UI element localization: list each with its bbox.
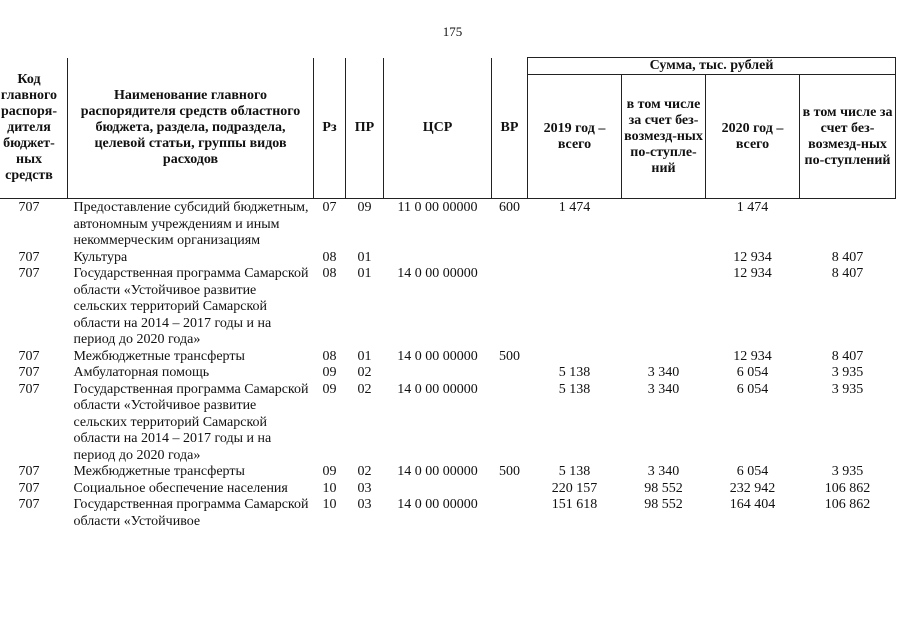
cell-2020-free: 8 407 bbox=[831, 249, 864, 265]
cell-rz: 08 bbox=[322, 266, 337, 281]
table-row bbox=[0, 250, 896, 267]
cell-2019-total: 5 138 bbox=[558, 464, 591, 479]
page-number: 175 bbox=[442, 24, 463, 39]
cell-code: 707 bbox=[18, 497, 40, 512]
cell-rz: 09 bbox=[322, 464, 337, 479]
cell-csr: 14 0 00 00000 bbox=[397, 497, 478, 512]
cell-pr: 02 bbox=[357, 365, 372, 380]
cell-2019-free bbox=[622, 266, 706, 349]
cell-name: Государственная программа Самарской области «Устойчивое bbox=[73, 497, 309, 529]
cell-csr bbox=[384, 250, 492, 267]
cell-pr: 09 bbox=[357, 200, 372, 215]
cell-2019-free bbox=[622, 199, 706, 250]
cell-name: Культура bbox=[73, 249, 128, 265]
cell-2020-total: 6 054 bbox=[736, 381, 769, 397]
cell-2020-total: 6 054 bbox=[736, 464, 769, 479]
cell-2020-total: 6 054 bbox=[736, 365, 769, 380]
table-header bbox=[0, 58, 896, 199]
cell-vr bbox=[492, 266, 528, 349]
cell-2020-free: 106 862 bbox=[824, 480, 871, 496]
cell-rz: 10 bbox=[322, 480, 337, 496]
table-row bbox=[0, 266, 896, 349]
cell-2019-total bbox=[528, 349, 622, 366]
cell-2019-free: 98 552 bbox=[644, 480, 683, 496]
header-pr: ПР bbox=[346, 58, 384, 199]
cell-rz: 09 bbox=[322, 381, 337, 397]
cell-vr bbox=[492, 365, 528, 382]
cell-2019-free: 3 340 bbox=[647, 464, 680, 479]
cell-code: 707 bbox=[18, 200, 40, 215]
table-row bbox=[0, 481, 896, 498]
cell-csr bbox=[384, 365, 492, 382]
budget-table bbox=[0, 57, 896, 530]
cell-2019-total: 151 618 bbox=[551, 497, 598, 512]
cell-csr bbox=[384, 481, 492, 498]
cell-name: Государственная программа Самарской области «Устойчивое развитие сельских территорий Самарской области на 2014 – 2017 годы и на период до 2020 года» bbox=[73, 266, 309, 347]
cell-name: Межбюджетные трансферты bbox=[73, 464, 245, 479]
cell-2020-free: 3 935 bbox=[831, 381, 864, 397]
cell-code: 707 bbox=[18, 249, 40, 265]
cell-code: 707 bbox=[18, 266, 40, 281]
cell-csr: 14 0 00 00000 bbox=[397, 464, 478, 479]
header-code: Код главного распоря-дителя бюджет-ных средств bbox=[0, 58, 68, 199]
cell-2019-total bbox=[528, 250, 622, 267]
cell-2020-total: 12 934 bbox=[733, 266, 772, 281]
header-2019-total: 2019 год – всего bbox=[528, 75, 622, 199]
table-row bbox=[0, 464, 896, 481]
cell-pr: 02 bbox=[357, 464, 372, 479]
cell-pr: 02 bbox=[357, 381, 372, 397]
cell-2020-free: 8 407 bbox=[831, 266, 864, 281]
header-2020-free: в том числе за счет без-возмезд-ных по-ступлений bbox=[800, 75, 896, 199]
cell-2020-free: 3 935 bbox=[831, 365, 864, 380]
cell-pr: 01 bbox=[357, 348, 372, 364]
header-rz: Рз bbox=[314, 58, 346, 199]
cell-code: 707 bbox=[18, 365, 40, 380]
table-row bbox=[0, 349, 896, 366]
cell-rz: 08 bbox=[322, 249, 337, 265]
cell-2020-free: 8 407 bbox=[831, 348, 864, 364]
cell-2020-total: 12 934 bbox=[733, 348, 772, 364]
header-vr: ВР bbox=[492, 58, 528, 199]
table-row bbox=[0, 382, 896, 465]
cell-pr: 01 bbox=[357, 249, 372, 265]
cell-2020-free: 106 862 bbox=[824, 497, 871, 512]
cell-2019-total: 1 474 bbox=[558, 200, 591, 215]
cell-name: Государственная программа Самарской области «Устойчивое развитие сельских территорий Самарской области на 2014 – 2017 годы и на период до 2020 года» bbox=[73, 381, 309, 463]
cell-code: 707 bbox=[18, 464, 40, 479]
cell-rz: 07 bbox=[322, 200, 337, 215]
cell-pr: 03 bbox=[357, 480, 372, 496]
cell-vr bbox=[492, 382, 528, 465]
cell-code: 707 bbox=[18, 348, 40, 364]
table-row bbox=[0, 199, 896, 250]
cell-2019-total: 5 138 bbox=[558, 381, 591, 397]
cell-vr bbox=[492, 250, 528, 267]
cell-name: Амбулаторная помощь bbox=[73, 365, 210, 380]
cell-vr bbox=[492, 481, 528, 498]
header-2020-total: 2020 год – всего bbox=[706, 75, 800, 199]
cell-2020-total: 12 934 bbox=[733, 249, 772, 265]
cell-vr: 500 bbox=[499, 348, 520, 364]
header-sum: Сумма, тыс. рублей bbox=[528, 58, 896, 75]
cell-2019-total: 220 157 bbox=[551, 480, 598, 496]
cell-csr: 14 0 00 00000 bbox=[397, 348, 478, 364]
cell-2019-total: 5 138 bbox=[558, 365, 591, 380]
cell-pr: 03 bbox=[357, 497, 372, 512]
cell-2019-free bbox=[622, 349, 706, 366]
cell-vr bbox=[492, 497, 528, 530]
cell-code: 707 bbox=[18, 381, 40, 397]
cell-csr: 14 0 00 00000 bbox=[397, 266, 478, 281]
cell-name: Предоставление субсидий бюджетным, автономным учреждениям и иным некоммерческим организациям bbox=[73, 200, 309, 248]
cell-rz: 09 bbox=[322, 365, 337, 380]
cell-code: 707 bbox=[18, 480, 40, 496]
cell-2020-total: 164 404 bbox=[729, 497, 776, 512]
cell-2020-free bbox=[800, 199, 896, 250]
table-body bbox=[0, 199, 896, 531]
header-csr: ЦСР bbox=[384, 58, 492, 199]
cell-rz: 10 bbox=[322, 497, 337, 512]
cell-name: Межбюджетные трансферты bbox=[73, 348, 245, 364]
table-row bbox=[0, 365, 896, 382]
cell-vr: 600 bbox=[499, 200, 520, 215]
cell-2019-free bbox=[622, 250, 706, 267]
cell-rz: 08 bbox=[322, 348, 337, 364]
table-row bbox=[0, 497, 896, 530]
header-2019-free: в том числе за счет без-возмезд-ных по-ступле-ний bbox=[622, 75, 706, 199]
cell-name: Социальное обеспечение населения bbox=[73, 480, 288, 496]
cell-pr: 01 bbox=[357, 266, 372, 281]
cell-2020-free: 3 935 bbox=[831, 464, 864, 479]
cell-2020-total: 1 474 bbox=[736, 200, 769, 215]
cell-vr: 500 bbox=[499, 464, 520, 479]
cell-2019-free: 98 552 bbox=[644, 497, 683, 512]
cell-csr: 11 0 00 00000 bbox=[397, 200, 478, 215]
cell-2019-total bbox=[528, 266, 622, 349]
cell-2019-free: 3 340 bbox=[647, 365, 680, 380]
cell-2020-total: 232 942 bbox=[729, 480, 776, 496]
header-name: Наименование главного распорядителя средств областного бюджета, раздела, подраздела, целевой статьи, группы видов расходов bbox=[68, 58, 314, 199]
cell-csr: 14 0 00 00000 bbox=[397, 381, 478, 397]
cell-2019-free: 3 340 bbox=[647, 381, 680, 397]
